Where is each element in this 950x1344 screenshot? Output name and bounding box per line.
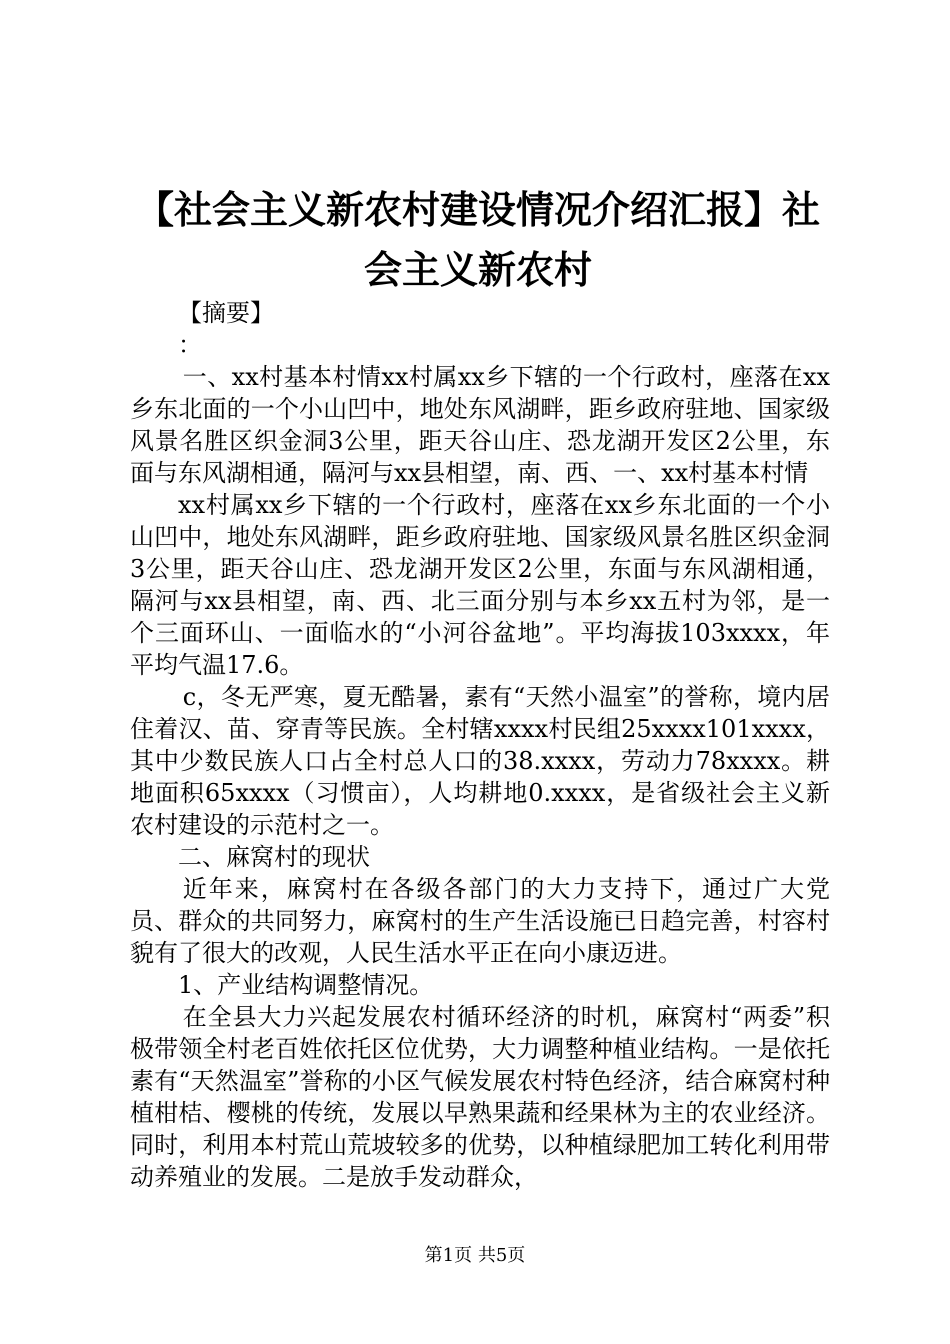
paragraph: xx村属xx乡下辖的一个行政村，座落在xx乡东北面的一个小山凹中，地处东风湖畔，距乡政府驻地、国家级风景名胜区织金洞3公里，距天谷山庄、恐龙湖开发区2公里，东面与东风湖相通，隔河与xx县相望，南、西、北三面分别与本乡xx五村为邻，是一个三面环山、一面临水的“小河谷盆地”。平均海拔103xxxx，年平均气温17.6。 <box>130 491 830 679</box>
section-heading: 二、麻窝村的现状 <box>178 843 370 871</box>
paragraph: 近年来，麻窝村在各级各部门的大力支持下，通过广大党员、群众的共同努力，麻窝村的生产生活设施已日趋完善，村容村貌有了很大的改观，人民生活水平正在向小康迈进。 <box>130 875 830 967</box>
paragraph: 一、xx村基本村情xx村属xx乡下辖的一个行政村，座落在xx乡东北面的一个小山凹中，地处东风湖畔，距乡政府驻地、国家级风景名胜区织金洞3公里，距天谷山庄、恐龙湖开发区2公里，东面与东风湖相通，隔河与xx县相望，南、西、一、xx村基本村情 <box>130 363 830 487</box>
paragraph: c，冬无严寒，夏无酷暑，素有“天然小温室”的誉称，境内居住着汉、苗、穿青等民族。全村辖xxxx村民组25xxxx101xxxx，其中少数民族人口占全村总人口的38.xxxx，劳动力78xxxx。耕地面积65xxxx（习惯亩），人均耕地0.xxxx，是省级社会主义新农村建设的示范村之一。 <box>130 683 830 839</box>
document-title: 【社会主义新农村建设情况介绍汇报】社会主义新农村 <box>135 188 820 292</box>
abstract-colon: ： <box>178 331 202 359</box>
subsection-heading: 1、产业结构调整情况。 <box>178 971 434 999</box>
page-footer: 第1页 共5页 <box>424 1245 526 1266</box>
paragraph: 在全县大力兴起发展农村循环经济的时机，麻窝村“两委”积极带领全村老百姓依托区位优势，大力调整种植业结构。一是依托素有“天然温室”誉称的小区气候发展农村特色经济，结合麻窝村种植柑桔、樱桃的传统，发展以早熟果蔬和经果林为主的农业经济。同时，利用本村荒山荒坡较多的优势，以种植绿肥加工转化利用带动养殖业的发展。二是放手发动群众， <box>130 1003 830 1191</box>
document-body <box>130 297 830 1193</box>
abstract-label: 【摘要】 <box>178 299 274 327</box>
